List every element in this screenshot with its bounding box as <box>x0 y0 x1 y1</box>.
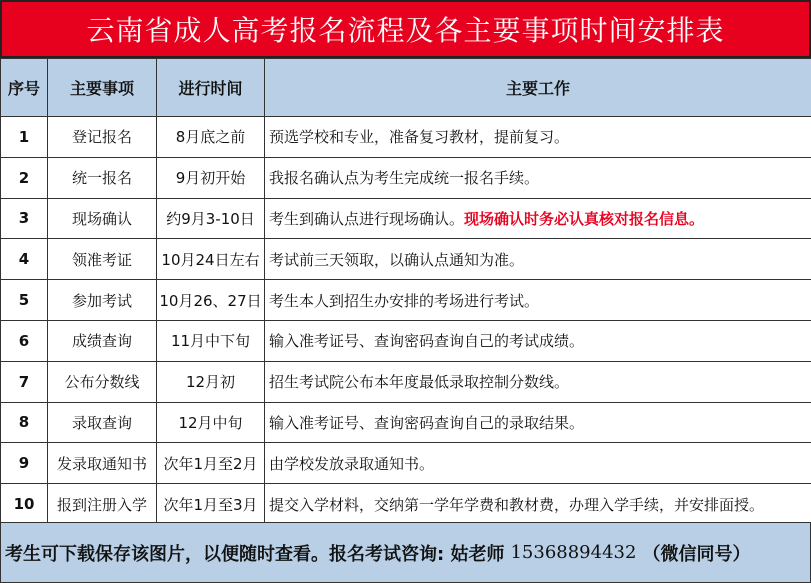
row-time: 9月初开始 <box>157 157 265 198</box>
footer-contact <box>0 522 811 583</box>
row-time: 12月中旬 <box>157 402 265 443</box>
schedule-rows <box>1 117 811 525</box>
table-row <box>1 484 811 525</box>
row-num: 5 <box>1 280 48 321</box>
row-work-text: 考试前三天领取，以确认点通知为准。 <box>269 250 525 269</box>
row-work-text: 招生考试院公布本年度最低录取控制分数线。 <box>269 373 570 392</box>
row-time: 11月中下旬 <box>157 320 265 361</box>
table-header-row <box>1 59 811 117</box>
row-work <box>265 361 811 402</box>
row-item: 登记报名 <box>48 117 157 158</box>
row-num: 9 <box>1 443 48 484</box>
row-item: 公布分数线 <box>48 361 157 402</box>
row-item: 录取查询 <box>48 402 157 443</box>
row-item: 发录取通知书 <box>48 443 157 484</box>
row-item: 统一报名 <box>48 157 157 198</box>
footer-wechat: （微信同号） <box>642 543 751 565</box>
row-work <box>265 117 811 158</box>
header-work: 主要工作 <box>265 59 811 117</box>
table-row <box>1 157 811 198</box>
row-num: 7 <box>1 361 48 402</box>
row-work-text: 预选学校和专业，准备复习教材，提前复习。 <box>269 128 570 147</box>
row-warning-text: 现场确认时务必认真核对报名信息。 <box>464 209 705 228</box>
table-row <box>1 320 811 361</box>
row-work <box>265 443 811 484</box>
row-num: 2 <box>1 157 48 198</box>
header-num: 序号 <box>1 59 48 117</box>
row-time: 次年1月至2月 <box>157 443 265 484</box>
row-work <box>265 280 811 321</box>
table-row <box>1 402 811 443</box>
row-num: 8 <box>1 402 48 443</box>
table-row <box>1 117 811 158</box>
row-item: 成绩查询 <box>48 320 157 361</box>
table-row <box>1 361 811 402</box>
table-row <box>1 198 811 239</box>
row-num: 3 <box>1 198 48 239</box>
footer-phone: 15368894432 <box>510 542 637 563</box>
footer-text: 考生可下载保存该图片，以便随时查看。报名考试咨询: 姑老师 <box>5 543 505 565</box>
row-work <box>265 239 811 280</box>
row-work <box>265 320 811 361</box>
row-num: 1 <box>1 117 48 158</box>
row-time: 10月24日左右 <box>157 239 265 280</box>
row-work-text: 输入准考证号、查询密码查询自己的录取结果。 <box>269 413 585 432</box>
row-work-text: 考生本人到招生办安排的考场进行考试。 <box>269 291 540 310</box>
table-row <box>1 443 811 484</box>
schedule-table <box>0 58 811 525</box>
page-title: 云南省成人高考报名流程及各主要事项时间安排表 <box>0 0 811 58</box>
table-row <box>1 239 811 280</box>
row-item: 现场确认 <box>48 198 157 239</box>
row-item: 报到注册入学 <box>48 484 157 525</box>
row-num: 6 <box>1 320 48 361</box>
row-item: 参加考试 <box>48 280 157 321</box>
row-item: 领准考证 <box>48 239 157 280</box>
row-time: 12月初 <box>157 361 265 402</box>
row-work <box>265 157 811 198</box>
table-row <box>1 280 811 321</box>
row-work-text: 考生到确认点进行现场确认。 <box>269 209 465 228</box>
row-work-text: 由学校发放录取通知书。 <box>269 454 435 473</box>
row-work <box>265 198 811 239</box>
row-work-text: 提交入学材料，交纳第一学年学费和教材费，办理入学手续，并安排面授。 <box>269 495 765 514</box>
row-work-text: 输入准考证号、查询密码查询自己的考试成绩。 <box>269 332 585 351</box>
row-work <box>265 484 811 525</box>
header-time: 进行时间 <box>157 59 265 117</box>
row-work-text: 我报名确认点为考生完成统一报名手续。 <box>269 169 540 188</box>
row-num: 10 <box>1 484 48 525</box>
row-time: 次年1月至3月 <box>157 484 265 525</box>
row-time: 约9月3-10日 <box>157 198 265 239</box>
row-work <box>265 402 811 443</box>
row-num: 4 <box>1 239 48 280</box>
row-time: 8月底之前 <box>157 117 265 158</box>
header-item: 主要事项 <box>48 59 157 117</box>
row-time: 10月26、27日 <box>157 280 265 321</box>
